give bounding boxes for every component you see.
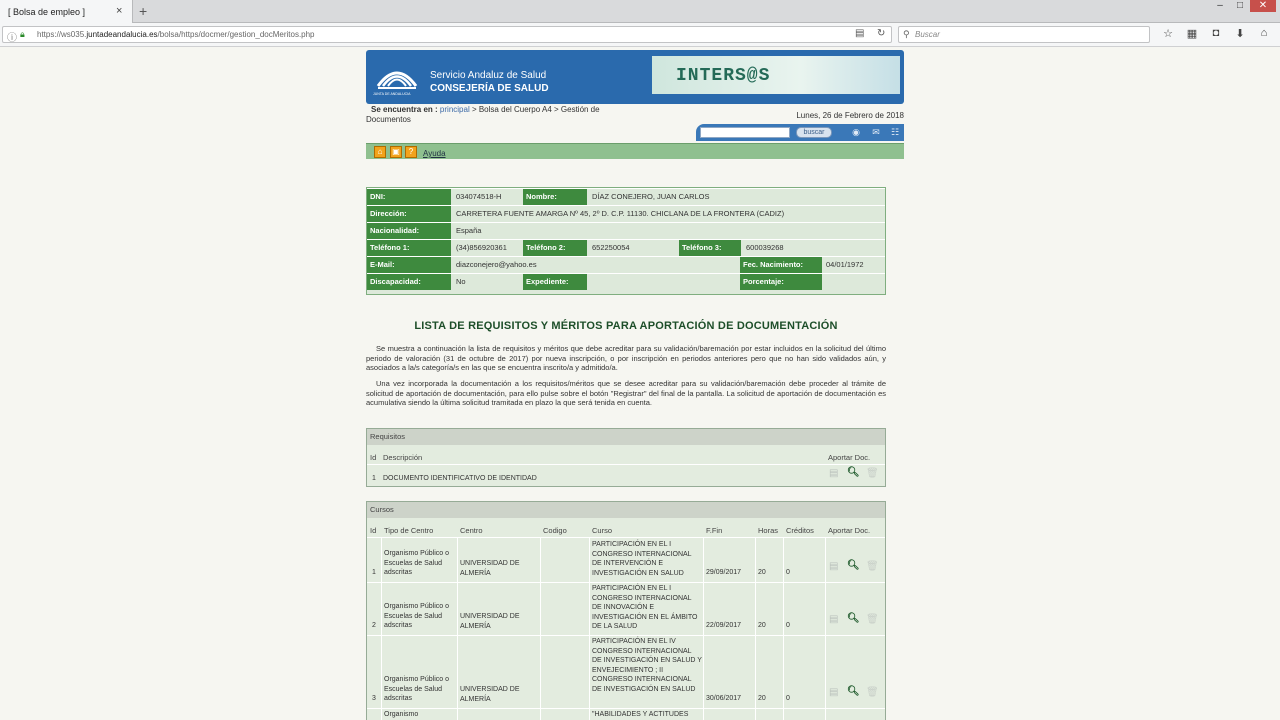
org-department: CONSEJERÍA DE SALUD — [430, 83, 549, 94]
column-divider — [589, 537, 590, 720]
expediente-label: Expediente: — [523, 274, 587, 290]
dni-label: DNI: — [367, 189, 451, 205]
nombre-value: DÍAZ CONEJERO, JUAN CARLOS — [592, 192, 710, 201]
window-controls — [1210, 0, 1276, 14]
lock-icon[interactable]: ▣ — [390, 146, 402, 158]
nacionalidad-value: España — [456, 226, 482, 235]
page-title: LISTA DE REQUISITOS Y MÉRITOS PARA APORTACIÓN DE DOCUMENTACIÓN — [414, 320, 838, 332]
col-header-descripcion: Descripción — [383, 453, 423, 462]
expediente-value — [589, 274, 677, 290]
row-divider — [367, 708, 885, 709]
curso-ffin: 22/09/2017 — [706, 622, 742, 629]
col-header-codigo: Codigo — [543, 526, 567, 535]
col-header-centro: Centro — [460, 526, 483, 535]
current-date: Lunes, 26 de Febrero de 2018 — [796, 111, 904, 120]
breadcrumb — [366, 105, 626, 125]
header-banner — [366, 50, 904, 104]
personal-row — [367, 273, 885, 290]
reader-view-icon[interactable]: ▤ — [855, 28, 865, 39]
col-header-horas: Horas — [758, 526, 779, 535]
personal-data-table — [366, 187, 886, 295]
toolbar — [366, 143, 904, 159]
cursos-table — [366, 501, 886, 720]
telefono1-value: (34)856920361 — [456, 243, 507, 252]
personal-row — [367, 205, 885, 222]
porcentaje-value — [823, 274, 885, 290]
discapacidad-value: No — [456, 277, 466, 286]
col-header-id: Id — [370, 526, 377, 535]
row-divider — [367, 464, 885, 465]
personal-row — [367, 188, 885, 205]
column-divider — [755, 537, 756, 720]
column-divider — [381, 537, 382, 720]
site-search-button[interactable]: buscar — [796, 127, 832, 138]
site-search-input[interactable] — [700, 127, 790, 138]
telefono3-value: 600039268 — [746, 243, 784, 252]
search-icon: ⚲ — [903, 29, 910, 39]
direccion-value: CARRETERA FUENTE AMARGA Nº 45, 2º D. C.P. 11130. CHICLANA DE LA FRONTERA (CADIZ) — [456, 209, 785, 218]
curso-ffin: 30/06/2017 — [706, 695, 742, 702]
curso-centro: UNIVERSIDAD DE ALMERÍA — [460, 613, 520, 630]
browser-nav-bar — [0, 23, 1280, 47]
curso-centro: UNIVERSIDAD DE ALMERÍA — [460, 686, 520, 703]
delete-icon[interactable]: 🗑︎ — [866, 468, 879, 479]
window-close-icon[interactable]: ✕ — [1250, 0, 1276, 12]
curso-nombre: PARTICIPACIÓN EN EL IV CONGRESO INTERNACIONAL DE INVESTIGACIÓN EN SALUD Y ENVEJECIMIENTO ; II CONGRESO INTERNACIONAL DE INVESTIGACIÓN EN SALUD — [592, 638, 702, 693]
curso-tipo: Organismo Público o Escuelas de Salud adscritas — [384, 603, 449, 629]
discapacidad-label: Discapacidad: — [367, 274, 451, 290]
curso-nombre: PARTICIPACIÓN EN EL I CONGRESO INTERNACIONAL DE INNOVACIÓN E INVESTIGACIÓN EN EL ÁMBITO DE LA SALUD — [592, 585, 698, 630]
curso-horas: 20 — [758, 695, 766, 702]
cursos-title: Cursos — [367, 502, 885, 518]
col-header-ffin: F.Fin — [706, 526, 723, 535]
delete-icon[interactable]: 🗑︎ — [866, 614, 879, 625]
site-search-bar — [696, 124, 904, 141]
requisitos-table — [366, 428, 886, 487]
sitemap-icon[interactable]: ☷ — [890, 127, 900, 137]
url-text: https://ws035.juntadeandalucia.es/bolsa/https/docmer/gestion_docMeritos.php — [37, 30, 315, 39]
save-doc-icon[interactable]: ▤ — [829, 687, 839, 698]
curso-centro: UNIVERSIDAD DE ALMERÍA — [460, 560, 520, 577]
curso-tipo: Organismo Público o Escuelas de Salud adscritas — [384, 550, 449, 576]
direccion-label: Dirección: — [367, 206, 451, 222]
browser-search-box[interactable] — [898, 26, 1150, 43]
home-icon[interactable]: ⌂ — [374, 146, 386, 158]
info-icon[interactable]: ⓘ — [7, 33, 17, 44]
tab-title: [ Bolsa de empleo ] — [8, 7, 86, 17]
col-header-creditos: Créditos — [786, 526, 814, 535]
curso-ffin: 29/09/2017 — [706, 569, 742, 576]
minimize-icon[interactable]: – — [1217, 0, 1223, 11]
col-header-curso: Curso — [592, 526, 613, 535]
personal-row — [367, 222, 885, 239]
curso-tipo: Organismo — [384, 711, 419, 718]
help-circle-icon[interactable]: ◉ — [852, 127, 860, 137]
breadcrumb-home-link[interactable]: principal — [439, 105, 470, 114]
help-icon[interactable]: ? — [405, 146, 417, 158]
logo-caption: JUNTA DE ANDALUCIA — [373, 92, 411, 96]
save-doc-icon[interactable]: ▤ — [829, 614, 839, 625]
save-doc-icon[interactable]: ▤ — [829, 468, 839, 479]
col-header-aportar: Aportar Doc. — [828, 526, 871, 535]
app-logo — [652, 56, 900, 94]
nombre-label: Nombre: — [523, 189, 587, 205]
column-divider — [825, 537, 826, 720]
email-value: diazconejero@yahoo.es — [456, 260, 537, 269]
telefono3-label: Teléfono 3: — [679, 240, 741, 256]
reload-icon[interactable]: ↻ — [877, 28, 886, 39]
col-header-aportar: Aportar Doc. — [828, 453, 871, 462]
browser-tab-bar — [0, 0, 1280, 23]
personal-row — [367, 239, 885, 256]
reading-list-icon[interactable]: ▦ — [1186, 28, 1198, 40]
instructions-paragraph: Una vez incorporada la documentación a los requisitos/méritos que se desee acreditar para su validación/baremación debe proceder al trámite de solicitud de aportación de documentación, para ello pulse sobre el botón "Registrar" del final de la pantalla. La solicitud de aportación de documentación es acumulativa siendo la última solicitud tramitada en plazo la que será tenida en cuenta. — [366, 379, 886, 408]
curso-creditos: 0 — [786, 622, 790, 629]
col-header-id: Id — [370, 453, 377, 462]
curso-id: 3 — [372, 695, 376, 702]
col-header-tipo: Tipo de Centro — [384, 526, 434, 535]
breadcrumb-label: Se encuentra en : — [371, 105, 438, 114]
browser-tab[interactable] — [0, 0, 133, 23]
nacimiento-label: Fec. Nacimiento: — [740, 257, 822, 273]
dni-value: 034074518-H — [456, 192, 502, 201]
home-icon[interactable]: ⌂ — [1260, 27, 1268, 39]
requisito-descripcion: DOCUMENTO IDENTIFICATIVO DE IDENTIDAD — [383, 475, 537, 482]
telefono2-label: Teléfono 2: — [523, 240, 587, 256]
telefono1-label: Teléfono 1: — [367, 240, 451, 256]
telefono2-value: 652250054 — [592, 243, 630, 252]
mail-icon[interactable]: ✉ — [872, 127, 880, 137]
curso-horas: 20 — [758, 569, 766, 576]
maximize-icon[interactable]: □ — [1236, 0, 1244, 11]
lock-icon[interactable]: 🔒︎ — [20, 29, 25, 39]
browser-toolbar-icons — [1156, 27, 1276, 40]
curso-horas: 20 — [758, 622, 766, 629]
curso-id: 1 — [372, 569, 376, 576]
search-icon[interactable]: 🔍︎ — [847, 613, 860, 624]
email-label: E-Mail: — [367, 257, 451, 273]
curso-id: 2 — [372, 622, 376, 629]
curso-nombre: PARTICIPACIÓN EN EL I CONGRESO INTERNACIONAL DE INTERVENCIÓN E INVESTIGACIÓN EN SALUD — [592, 541, 692, 577]
org-name: Servicio Andaluz de Salud — [430, 70, 547, 81]
search-placeholder: Buscar — [915, 30, 940, 39]
app-name: INTERS@S — [676, 66, 771, 86]
intro-paragraph: Se muestra a continuación la lista de requisitos y méritos que debe acreditar para su validación/baremación por estar incluidos en la solicitud del último periodo de valoración (31 de octubre de 2017) por nueva inscripción, o por inscripción en periodos anteriores pero que no han sido validados aún, y asociados a la/s categoría/s en las que se encuentra inscrito/a y admitido/a. — [366, 344, 886, 373]
row-divider — [367, 537, 885, 538]
requisito-id: 1 — [372, 475, 376, 482]
delete-icon[interactable]: 🗑︎ — [866, 561, 879, 572]
row-divider — [367, 635, 885, 636]
download-icon[interactable]: ⬇ — [1235, 28, 1245, 40]
column-divider — [457, 537, 458, 720]
row-divider — [367, 582, 885, 583]
nacimiento-value: 04/01/1972 — [826, 260, 864, 269]
curso-creditos: 0 — [786, 569, 790, 576]
curso-creditos: 0 — [786, 695, 790, 702]
search-icon[interactable]: 🔍︎ — [847, 686, 860, 697]
requisitos-title: Requisitos — [367, 429, 885, 445]
new-tab-icon[interactable]: + — [139, 3, 148, 19]
curso-nombre: "HABILIDADES Y ACTITUDES — [592, 711, 689, 718]
delete-icon[interactable]: 🗑︎ — [866, 687, 879, 698]
porcentaje-label: Porcentaje: — [740, 274, 822, 290]
search-icon[interactable]: 🔍︎ — [847, 467, 860, 478]
pocket-icon[interactable]: ◘ — [1212, 27, 1220, 39]
search-icon[interactable]: 🔍︎ — [847, 560, 860, 571]
url-bar[interactable] — [2, 26, 892, 43]
save-doc-icon[interactable]: ▤ — [829, 561, 839, 572]
bookmark-star-icon[interactable]: ☆ — [1163, 28, 1173, 40]
personal-row — [367, 256, 885, 273]
column-divider — [783, 537, 784, 720]
help-link[interactable]: Ayuda — [423, 149, 446, 158]
column-divider — [540, 537, 541, 720]
tab-close-icon[interactable]: × — [116, 5, 123, 17]
column-divider — [703, 537, 704, 720]
nacionalidad-label: Nacionalidad: — [367, 223, 451, 239]
breadcrumb-path: > Bolsa del Cuerpo A4 > Gestión de Documentos — [366, 105, 600, 124]
curso-tipo: Organismo Público o Escuelas de Salud adscritas — [384, 676, 449, 702]
